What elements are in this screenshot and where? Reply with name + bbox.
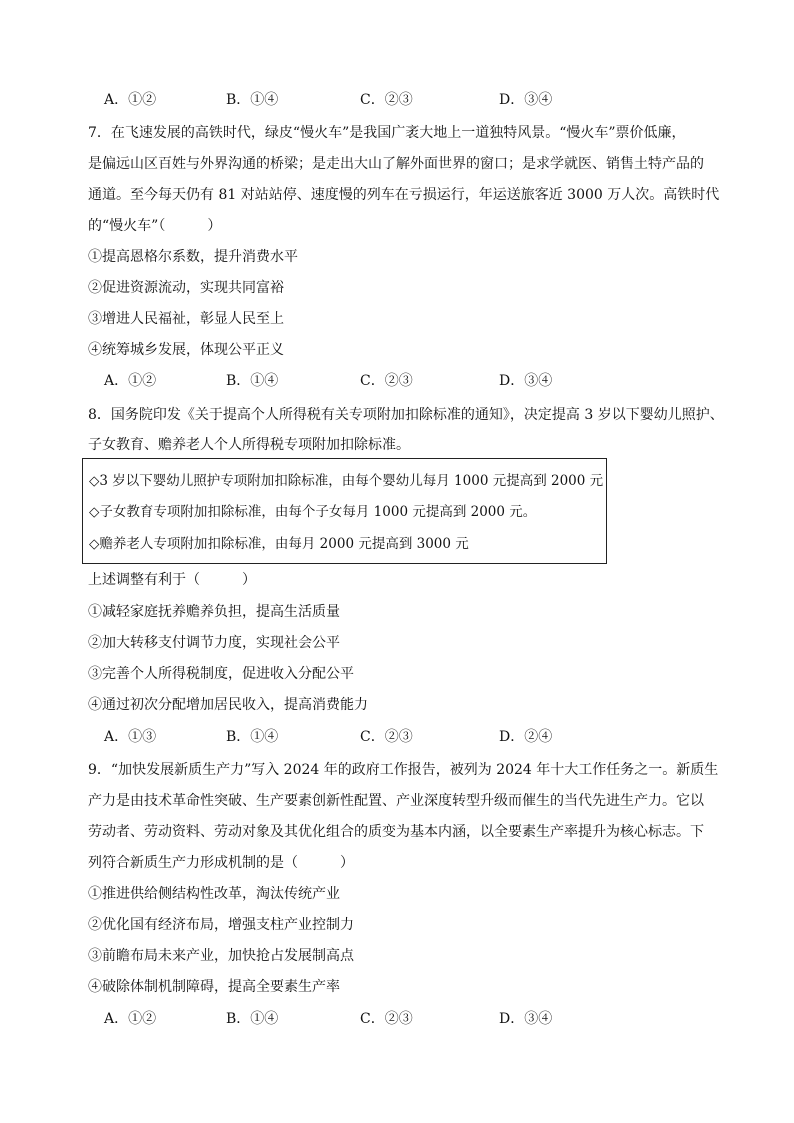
q9-options: [104, 1009, 664, 1029]
q7-stem-line-3: 通道。至今每天仍有 81 对站站停、速度慢的列车在亏损运行，年运送旅客近 3000 万人次。高铁时代: [88, 187, 720, 203]
q8-item-2: ②加大转移支付调节力度，实现社会公平: [88, 635, 340, 651]
q9-item-1: ①推进供给侧结构性改革，淘汰传统产业: [88, 886, 340, 902]
q8-item-4: ④通过初次分配增加居民收入，提高消费能力: [88, 697, 368, 713]
q9-option-c: C．②③: [360, 1011, 413, 1027]
q8-box-line-1: ◇3 岁以下婴幼儿照护专项附加扣除标准，由每个婴幼儿每月 1000 元提高到 2000 元: [89, 473, 604, 489]
q7-option-c: C．②③: [360, 373, 413, 389]
q7-options: [104, 371, 664, 391]
q8-option-a: A．①③: [104, 729, 157, 745]
q8-option-d: D．②④: [499, 729, 553, 745]
q7-option-b: B．①④: [226, 373, 279, 389]
q9-stem-line-1: 9．“加快发展新质生产力”写入 2024 年的政府工作报告，被列为 2024 年十大工作任务之一。新质生: [88, 762, 719, 778]
q8-options: [104, 727, 664, 747]
q7-stem-line-1: 7．在飞速发展的高铁时代，绿皮“慢火车”是我国广袤大地上一道独特风景。“慢火车”票价低廉，: [88, 125, 686, 141]
q8-box-line-2: ◇子女教育专项附加扣除标准，由每个子女每月 1000 元提高到 2000 元。: [89, 504, 537, 520]
q7-option-a: A．①②: [104, 373, 157, 389]
q6-option-d: D．③④: [499, 92, 553, 108]
q9-stem-line-3: 劳动者、劳动资料、劳动对象及其优化组合的质变为基本内涵，以全要素生产率提升为核心标志。下: [88, 824, 704, 840]
q7-item-1: ①提高恩格尔系数，提升消费水平: [88, 249, 298, 265]
q7-option-d: D．③④: [499, 373, 553, 389]
q8-item-3: ③完善个人所得税制度，促进收入分配公平: [88, 666, 354, 682]
q8-policy-box: [82, 458, 607, 564]
q7-item-2: ②促进资源流动，实现共同富裕: [88, 280, 284, 296]
q6-option-a: A．①②: [104, 92, 157, 108]
q7-stem-line-2: 是偏远山区百姓与外界沟通的桥梁；是走出大山了解外面世界的窗口；是求学就医、销售土特产品的: [88, 156, 704, 172]
q9-option-b: B．①④: [226, 1011, 279, 1027]
q9-option-d: D．③④: [499, 1011, 553, 1027]
q7-item-4: ④统筹城乡发展，体现公平正义: [88, 342, 284, 358]
q7-item-3: ③增进人民福祉，彰显人民至上: [88, 311, 284, 327]
q8-question: 上述调整有利于（ ）: [88, 572, 256, 588]
q8-stem-line-2: 子女教育、赡养老人个人所得税专项附加扣除标准。: [88, 437, 410, 453]
q8-option-c: C．②③: [360, 729, 413, 745]
q9-stem-line-2: 产力是由技术革命性突破、生产要素创新性配置、产业深度转型升级而催生的当代先进生产力。它以: [88, 793, 704, 809]
q9-item-2: ②优化国有经济布局，增强支柱产业控制力: [88, 917, 354, 933]
q9-item-4: ④破除体制机制障碍，提高全要素生产率: [88, 979, 340, 995]
q9-item-3: ③前瞻布局未来产业，加快抢占发展制高点: [88, 948, 354, 964]
q6-option-c: C．②③: [360, 92, 413, 108]
q9-stem-line-4: 列符合新质生产力形成机制的是（ ）: [88, 855, 354, 871]
q8-stem-line-1: 8．国务院印发《关于提高个人所得税有关专项附加扣除标准的通知》，决定提高 3 岁以下婴幼儿照护、: [88, 407, 724, 423]
q6-options: [104, 90, 664, 110]
q6-option-b: B．①④: [226, 92, 279, 108]
q9-option-a: A．①②: [104, 1011, 157, 1027]
q7-stem-line-4: 的“慢火车”（ ）: [88, 218, 222, 234]
q8-item-1: ①减轻家庭抚养赡养负担，提高生活质量: [88, 604, 340, 620]
q8-box-line-3: ◇赡养老人专项附加扣除标准，由每月 2000 元提高到 3000 元: [89, 536, 469, 552]
q8-option-b: B．①④: [226, 729, 279, 745]
